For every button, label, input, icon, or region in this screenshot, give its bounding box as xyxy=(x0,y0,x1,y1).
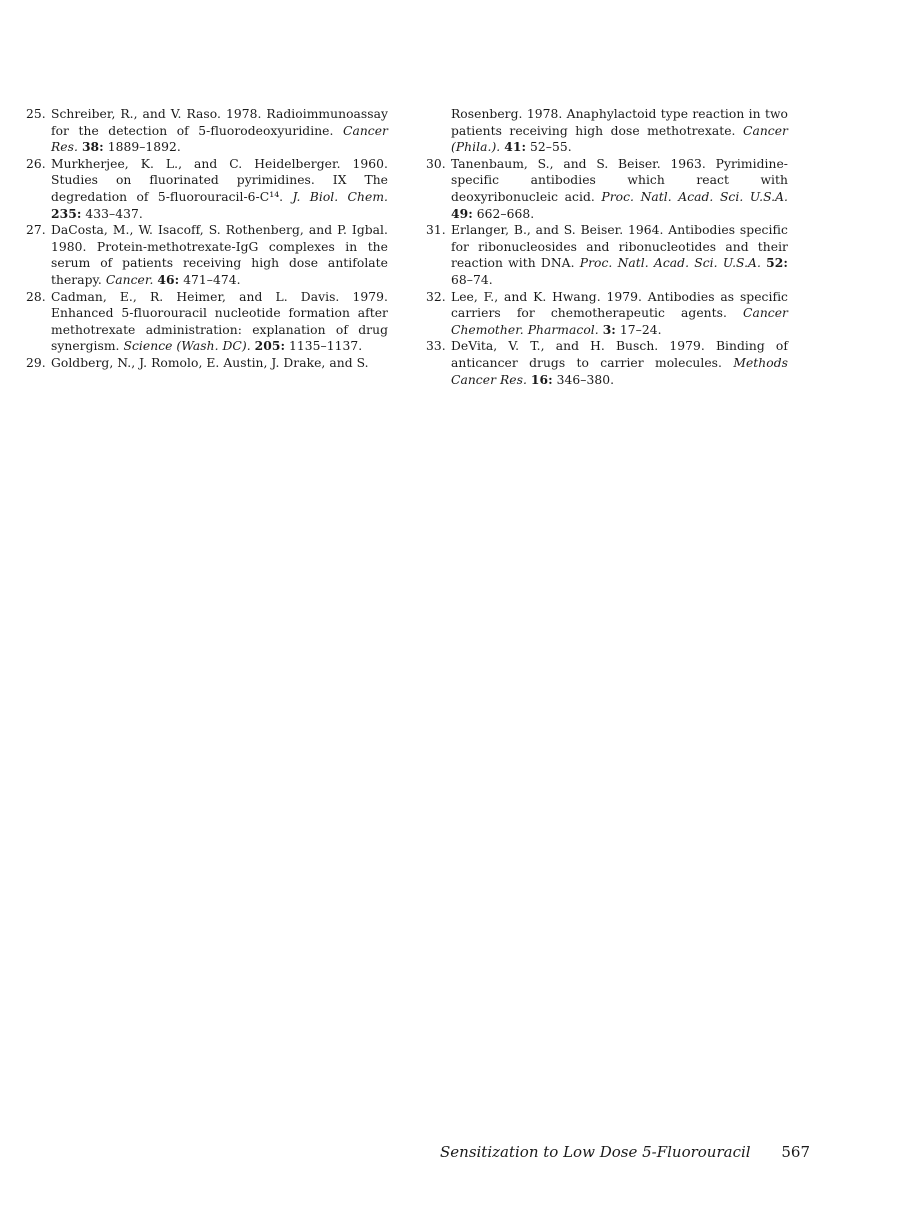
reference-29-continuation xyxy=(426,106,788,156)
reference-title: Studies on fluorinated pyrimidines. IX The degredation of 5-fluorouracil-6-C¹⁴. xyxy=(51,173,388,204)
page-footer xyxy=(440,1142,810,1162)
reference-31 xyxy=(426,222,788,288)
reference-pages: 52–55. xyxy=(530,140,572,155)
reference-title: Binding of anticancer drugs to carrier molecules. xyxy=(451,339,788,370)
reference-33 xyxy=(426,338,788,388)
reference-authors: Lee, F., and K. Hwang. xyxy=(451,289,601,304)
reference-pages: 471–474. xyxy=(183,272,241,287)
reference-number: 32. xyxy=(426,289,446,304)
reference-title: Enhanced 5-fluorouracil nucleotide formation after methotrexate administration: explanation of drug synergism. xyxy=(51,306,388,354)
reference-year: 1978. xyxy=(225,107,262,121)
reference-pages: 346–380. xyxy=(556,372,615,387)
reference-authors: Tanenbaum, S., and S. Beiser. xyxy=(451,156,661,171)
reference-year: 1980. xyxy=(51,239,87,254)
running-title: Sensitization to Low Dose 5-Fluorouracil xyxy=(440,1143,751,1161)
reference-authors: DeVita, V. T., and H. Busch. xyxy=(451,339,659,354)
reference-volume: 52: xyxy=(766,255,788,271)
reference-journal: Science (Wash. DC). xyxy=(123,339,251,354)
reference-pages: 1135–1137. xyxy=(289,339,363,354)
reference-volume: 235: xyxy=(51,205,82,221)
reference-volume: 3: xyxy=(602,321,616,337)
reference-journal: Cancer Res. xyxy=(51,123,388,155)
reference-pages: 1889–1892. xyxy=(107,140,181,155)
reference-year: 1979. xyxy=(352,289,388,304)
reference-authors: Goldberg, N., J. Romolo, E. Austin, J. Drake, and S. xyxy=(51,355,369,370)
reference-journal: Cancer. xyxy=(105,272,154,287)
reference-authors: Rosenberg. xyxy=(451,107,523,121)
reference-journal: Cancer (Phila.). xyxy=(451,123,788,155)
reference-pages: 17–24. xyxy=(619,322,662,337)
references-right-column xyxy=(426,106,788,388)
reference-title: Radioimmunoassay for the detection of 5-fluorodeoxyuridine. xyxy=(51,107,389,138)
reference-year: 1963. xyxy=(670,156,706,171)
reference-journal: Cancer Chemother. Pharmacol. xyxy=(451,306,788,337)
reference-authors: Schreiber, R., and V. Raso. xyxy=(51,107,221,121)
reference-28 xyxy=(26,289,388,355)
reference-number: 33. xyxy=(426,339,446,354)
reference-title: Protein-methotrexate-IgG complexes in the serum of patients receiving high dose antifolate therapy. xyxy=(51,239,388,287)
reference-journal: Proc. Natl. Acad. Sci. U.S.A. xyxy=(579,256,761,271)
reference-year: 1979. xyxy=(606,289,642,304)
reference-number: 28. xyxy=(26,289,46,304)
reference-journal: Proc. Natl. Acad. Sci. U.S.A. xyxy=(601,189,789,204)
reference-journal: Methods Cancer Res. xyxy=(451,355,788,387)
references-left-column xyxy=(26,106,388,372)
reference-year: 1960. xyxy=(352,156,388,171)
reference-pages: 433–437. xyxy=(85,206,143,221)
reference-25 xyxy=(26,106,388,156)
page-number: 567 xyxy=(781,1143,810,1161)
reference-30 xyxy=(426,156,788,222)
reference-number: 25. xyxy=(26,107,46,121)
reference-volume: 46: xyxy=(157,271,180,287)
reference-authors: DaCosta, M., W. Isacoff, S. Rothenberg, and P. Igbal. xyxy=(51,223,388,238)
reference-volume: 49: xyxy=(451,205,473,221)
reference-authors: Murkherjee, K. L., and C. Heidelberger. xyxy=(51,156,341,171)
reference-pages: 662–668. xyxy=(476,206,535,221)
reference-authors: Erlanger, B., and S. Beiser. xyxy=(451,223,624,238)
reference-volume: 38: xyxy=(81,139,104,155)
reference-year: 1978. xyxy=(526,107,563,121)
reference-year: 1964. xyxy=(628,223,664,238)
reference-number: 27. xyxy=(26,223,46,238)
reference-32 xyxy=(426,289,788,339)
reference-volume: 205: xyxy=(254,338,286,354)
reference-volume: 16: xyxy=(530,371,553,387)
reference-number: 30. xyxy=(426,156,446,171)
reference-title: Pyrimidine-specific antibodies which react with deoxyribonucleic acid. xyxy=(451,156,788,204)
reference-pages: 68–74. xyxy=(451,272,493,287)
reference-title: Antibodies specific for ribonucleosides and ribonucleotides and their reaction with DNA. xyxy=(451,223,788,271)
reference-number: 26. xyxy=(26,156,46,171)
reference-26 xyxy=(26,156,388,222)
reference-number: 29. xyxy=(26,355,46,370)
reference-29 xyxy=(26,355,388,372)
reference-title: Anaphylactoid type reaction in two patients receiving high dose methotrexate. xyxy=(451,107,788,138)
reference-volume: 41: xyxy=(504,139,527,155)
reference-title: Antibodies as specific carriers for chemotherapeutic agents. xyxy=(451,289,788,321)
reference-authors: Cadman, E., R. Heimer, and L. Davis. xyxy=(51,289,340,304)
reference-27 xyxy=(26,222,388,288)
reference-journal: J. Biol. Chem. xyxy=(292,189,388,204)
reference-year: 1979. xyxy=(669,339,705,354)
reference-number: 31. xyxy=(426,223,446,238)
